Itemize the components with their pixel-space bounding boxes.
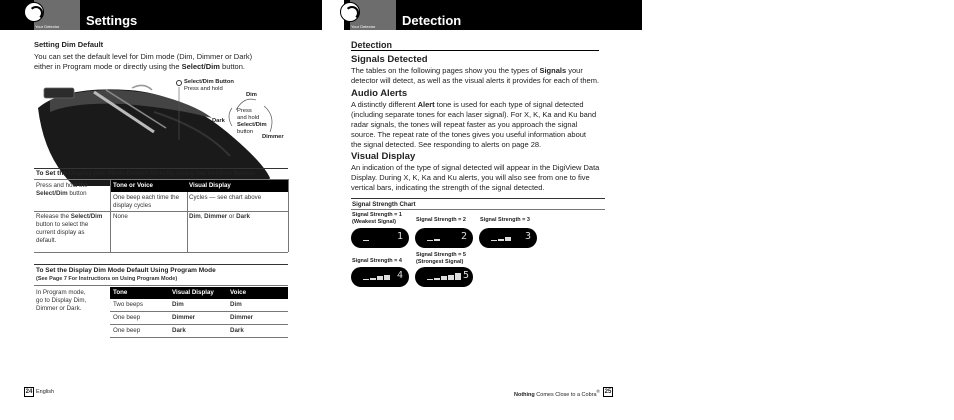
table2-bottom-rule [110,337,288,338]
table2-rule [34,285,288,286]
signal-display-2 [415,228,473,248]
table1-caption: To Set the Display Dim Mode Default Directly Using the Set/Dim Button [36,170,255,177]
t2-action-1: In Program mode, [36,289,86,296]
chart-caption-rule [351,209,605,210]
table1-r2-visual [189,213,250,221]
audio-l1b: Alert [417,100,435,109]
table2-header-tone: Tone [113,289,128,296]
table2-subcaption: (See Page 7 For Instructions on Using Program Mode) [36,276,178,282]
sig2-digit: 2 [460,231,467,242]
signal-bar [491,240,497,241]
r1-action-c: button [67,190,87,197]
signal-bar [505,237,511,241]
press-line-1: Press [237,108,252,114]
signal-bar [498,239,504,242]
intro-line-2-end: button. [219,62,245,71]
signal-bar [384,275,390,281]
table1-header-tone: Tone or Voice [113,182,153,189]
table2-header-visual: Visual Display [172,289,214,296]
sig3-label: Signal Strength = 3 [480,217,530,223]
table2-header-voice: Voice [230,289,247,296]
audio-l4: source. The repeat rate of the tones gives you useful information about [351,130,587,139]
signal-bar [377,276,383,280]
visual-heading: Visual Display [351,151,416,162]
press-hold-label [237,108,267,136]
visual-l2: Display. During X, K, Ka and Ku alerts, you will also see from one to five [351,173,590,182]
t2-action-3: Dimmer or Dark. [36,305,82,312]
r2-action-d: current display as [36,229,85,236]
chart-top-rule [351,198,605,199]
table2-r1-visual: Dim [172,301,184,308]
sig5-label [416,252,466,265]
table1-header-visual: Visual Display [189,182,231,189]
signal-bar [427,279,433,280]
sig4-label: Signal Strength = 4 [352,258,402,264]
cycle-dimmer-label: Dimmer [262,134,284,140]
signals-l1c: your [566,66,583,75]
r2-v3: Dimmer [204,213,228,220]
signal-bar [448,275,454,281]
signal-bar [363,240,369,241]
signal-bar [455,273,461,280]
signal-display-5 [415,267,473,287]
signals-l1b: Signals [539,66,567,75]
r2-action-b: Select/Dim [70,213,103,220]
callout-button-label: Select/Dim Button [184,79,234,85]
table2-caption: To Set the Display Dim Mode Default Using Program Mode [36,267,216,274]
signals-l1a: The tables on the following pages show you the types of [351,66,540,75]
table2-row-rule-2 [110,324,288,325]
press-line-4: button [237,129,254,135]
right-page-header [344,0,642,30]
globe-icon [340,2,360,22]
signal-bar [363,279,369,280]
header-caption-right: Your Detector [351,24,376,29]
signal-bar [441,276,447,280]
signal-bar [434,239,440,242]
section-heading: Setting Dim Default [34,40,104,49]
callout-button-sub: Press and hold [184,86,223,92]
sig5-label-text: Signal Strength = 5 [416,252,466,258]
sig1-label [352,212,402,225]
table1-col-divider-2 [187,192,188,252]
table2-r2-voice: Dimmer [230,314,254,321]
r1-action-b: Select/Dim [36,190,68,197]
audio-paragraph [351,100,609,150]
sig1-sub: (Weakest Signal) [352,218,396,225]
signals-paragraph [351,66,609,86]
table1-r1-visual: Cycles — see chart above [189,194,262,201]
sig2-label: Signal Strength = 2 [416,217,466,223]
r1-tone-1: One beep each time the [113,194,180,201]
table2-r2-visual: Dimmer [172,314,196,321]
signal-display-3 [479,228,537,248]
r1-tone-2: display cycles [113,202,152,209]
signal-bar [370,278,376,281]
table2-r1-tone: Two beeps [113,301,143,308]
r2-action-e: default. [36,237,57,244]
page-title-right: Detection [402,13,462,28]
table1-col-divider [110,180,111,252]
visual-l1: An indication of the type of signal detected will appear in the DigiView Data [351,163,600,172]
table2-top-rule [34,264,288,265]
sig5-sub: (Strongest Signal) [416,258,464,265]
table2-action [36,289,86,313]
signals-heading: Signals Detected [351,54,428,65]
audio-l1a: A distinctly different [351,100,418,109]
press-line-2: and hold [237,115,260,121]
footer-language: English [36,389,55,395]
page-title: Settings [86,13,138,28]
table1-bottom-rule [34,252,288,253]
signal-display-4 [351,267,409,287]
r2-v4: or [227,213,237,220]
visual-l3: vertical bars, indicating the strength of the signal detected. [351,183,545,192]
intro-select-dim: Select/Dim [181,62,220,71]
table2-r1-voice: Dim [230,301,242,308]
r2-v5: Dark [236,213,250,220]
t2-action-2: go to Display Dim, [36,297,87,304]
table2-r3-tone: One beep [113,327,141,334]
table2-r2-tone: One beep [113,314,141,321]
sig5-digit: 5 [462,270,469,281]
r2-v2: , [200,213,205,220]
footer-slogan [514,389,600,398]
table1-r2-action [36,213,102,245]
r2-v1: Dim [189,213,201,220]
cycle-dark-label: Dark [212,118,225,124]
table1-row-rule [34,211,288,212]
sig1-digit: 1 [396,231,403,242]
sig4-digit: 4 [396,270,403,281]
visual-paragraph [351,163,609,193]
press-line-3: Select/Dim [237,122,267,128]
signal-bar [427,240,433,241]
sig3-digit: 3 [524,231,531,242]
table2-r3-voice: Dark [230,327,244,334]
audio-l2: (including separate tones for each laser signal). For X, K, Ka and Ku band [351,110,597,119]
table1-right-edge [288,179,289,252]
r2-action-c: button to select the [36,221,89,228]
detection-heading-rule [351,50,599,51]
table1-r1-action [36,182,88,198]
table1-r1-tone [113,194,179,210]
intro-line-2: either in Program mode or directly using the [34,62,182,71]
r1-action-a: Press and hold the [36,182,88,189]
table2-r3-visual: Dark [172,327,186,334]
r2-action-a: Release the [36,213,71,220]
cycle-dim-label: Dim [246,92,257,98]
audio-heading: Audio Alerts [351,88,408,99]
footer-slogan-rest: Comes Close to a Cobra [534,391,597,398]
signals-l2: detector will detect, as well as the visual alerts it provides for each of them. [351,76,600,85]
table1-r2-tone: None [113,213,128,220]
audio-l3: radar signals, the tones will repeat faster as you approach the signal [351,120,578,129]
footer-trademark: ® [596,389,600,394]
audio-l5: the signal detected. See responding to alerts on page 28. [351,140,542,149]
detection-heading: Detection [351,40,393,50]
intro-line-1: You can set the default level for Dim mode (Dim, Dimmer or Dark) [34,52,253,61]
sig1-label-text: Signal Strength = 1 [352,212,402,218]
signal-display-1 [351,228,409,248]
table1-top-rule [34,168,288,169]
table2-row-rule-1 [110,311,288,312]
chart-caption: Signal Strength Chart [352,201,416,208]
signal-bar [434,278,440,281]
page-number-right: 25 [604,389,612,395]
audio-l1c: tone is used for each type of signal detected [434,100,584,109]
header-caption: Your Detector [35,24,60,29]
page-number-left: 24 [25,389,33,395]
footer-slogan-bold: Nothing [514,391,535,398]
